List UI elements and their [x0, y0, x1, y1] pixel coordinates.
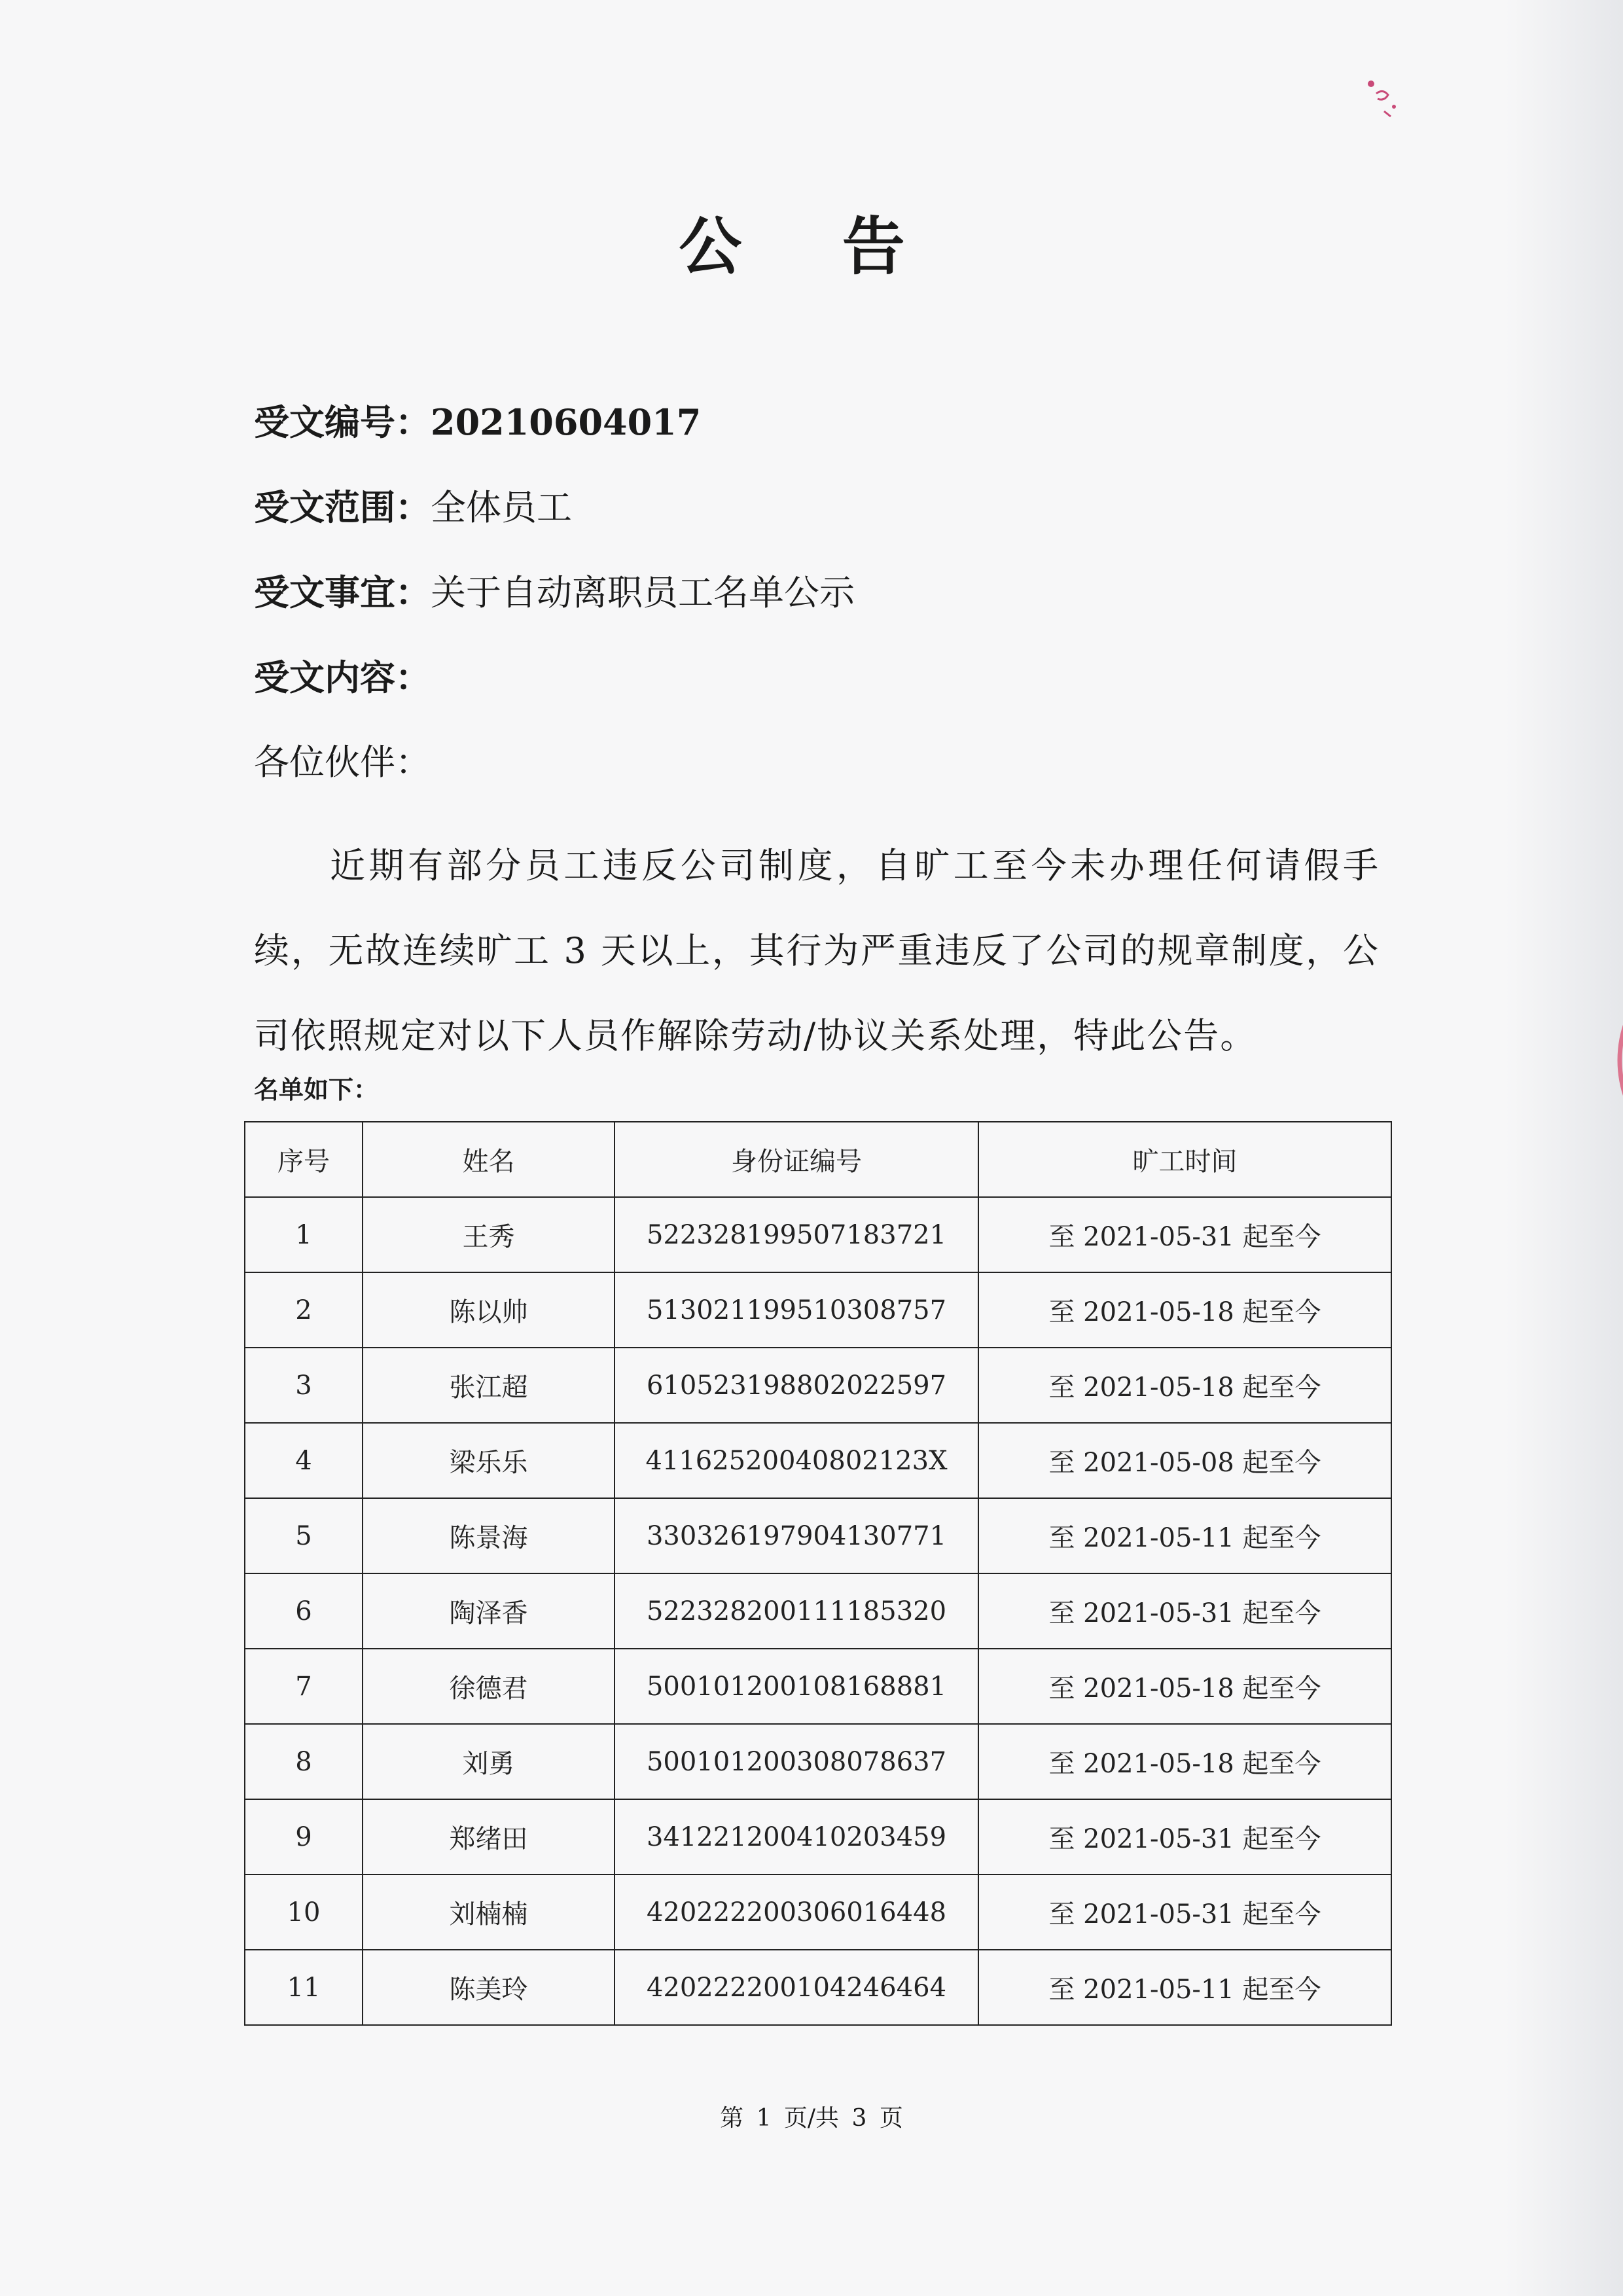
- scope-line: [254, 484, 572, 531]
- cell-seq: 4: [245, 1423, 363, 1498]
- cell-absence: 至 2021-05-18 起至今: [978, 1272, 1391, 1348]
- cell-id-number: 522328200111185320: [615, 1573, 978, 1649]
- scope-value: 全体员工: [431, 487, 572, 528]
- subject-line: [254, 569, 855, 616]
- cell-seq: 3: [245, 1348, 363, 1423]
- table-row: [245, 1498, 1391, 1573]
- cell-absence: 至 2021-05-31 起至今: [978, 1799, 1391, 1874]
- table-header-row: [245, 1122, 1391, 1197]
- company-seal-icon: [1564, 929, 1623, 1191]
- cell-id-number: 500101200308078637: [615, 1724, 978, 1799]
- cell-name: 陈景海: [363, 1498, 615, 1573]
- table-row: [245, 1573, 1391, 1649]
- cell-absence: 至 2021-05-31 起至今: [978, 1197, 1391, 1272]
- cell-absence: 至 2021-05-18 起至今: [978, 1348, 1391, 1423]
- table-row: [245, 1348, 1391, 1423]
- cell-seq: 10: [245, 1874, 363, 1950]
- cell-absence: 至 2021-05-11 起至今: [978, 1950, 1391, 2025]
- cell-id-number: 500101200108168881: [615, 1649, 978, 1724]
- doc-number-line: [254, 399, 701, 446]
- cell-name: 陈美玲: [363, 1950, 615, 2025]
- cell-id-number: 330326197904130771: [615, 1498, 978, 1573]
- table-row: [245, 1799, 1391, 1874]
- scope-label: 受文范围：: [254, 486, 431, 528]
- cell-seq: 11: [245, 1950, 363, 2025]
- doc-number: 20210604017: [431, 401, 702, 443]
- cell-absence: 至 2021-05-31 起至今: [978, 1874, 1391, 1950]
- notice-title: 公 告: [679, 209, 944, 283]
- notice-body: 近期有部分员工违反公司制度，自旷工至今未办理任何请假手续，无故连续旷工 3 天以上，其行为严重违反了公司的规章制度，公司依照规定对以下人员作解除劳动/协议关系处理，特此公告。: [254, 845, 1380, 1056]
- cell-id-number: 341221200410203459: [615, 1799, 978, 1874]
- header-absence: 旷工时间: [978, 1122, 1391, 1197]
- cell-name: 郑绪田: [363, 1799, 615, 1874]
- cell-seq: 9: [245, 1799, 363, 1874]
- dismissal-table: [244, 1121, 1392, 2026]
- doc-number-label: 受文编号：: [254, 401, 431, 443]
- table-row: [245, 1874, 1391, 1950]
- cell-seq: 1: [245, 1197, 363, 1272]
- cell-id-number: 420222200306016448: [615, 1874, 978, 1950]
- list-label: 名单如下：: [254, 1075, 379, 1104]
- header-name: 姓名: [363, 1122, 615, 1197]
- cell-absence: 至 2021-05-18 起至今: [978, 1724, 1391, 1799]
- cell-seq: 6: [245, 1573, 363, 1649]
- header-seq: 序号: [245, 1122, 363, 1197]
- cell-id-number: 610523198802022597: [615, 1348, 978, 1423]
- table-row: [245, 1197, 1391, 1272]
- cell-name: 王秀: [363, 1197, 615, 1272]
- cell-name: 陈以帅: [363, 1272, 615, 1348]
- cell-seq: 2: [245, 1272, 363, 1348]
- cell-id-number: 522328199507183721: [615, 1197, 978, 1272]
- page-footer: 第 1 页/共 3 页: [720, 2105, 903, 2132]
- cell-id-number: 41162520040802123X: [615, 1423, 978, 1498]
- cell-absence: 至 2021-05-08 起至今: [978, 1423, 1391, 1498]
- header-id-number: 身份证编号: [615, 1122, 978, 1197]
- stamp-fragment-icon: [1358, 71, 1410, 136]
- cell-absence: 至 2021-05-31 起至今: [978, 1573, 1391, 1649]
- table-row: [245, 1649, 1391, 1724]
- table-row: [245, 1724, 1391, 1799]
- cell-absence: 至 2021-05-11 起至今: [978, 1498, 1391, 1573]
- table-row: [245, 1950, 1391, 2025]
- cell-seq: 8: [245, 1724, 363, 1799]
- cell-seq: 5: [245, 1498, 363, 1573]
- table-row: [245, 1272, 1391, 1348]
- cell-absence: 至 2021-05-18 起至今: [978, 1649, 1391, 1724]
- cell-name: 刘勇: [363, 1724, 615, 1799]
- table-row: [245, 1423, 1391, 1498]
- cell-name: 张江超: [363, 1348, 615, 1423]
- subject-label: 受文事宜：: [254, 571, 431, 613]
- cell-id-number: 513021199510308757: [615, 1272, 978, 1348]
- subject-value: 关于自动离职员工名单公示: [431, 572, 855, 613]
- cell-name: 刘楠楠: [363, 1874, 615, 1950]
- content-label: 受文内容：: [254, 656, 431, 698]
- content-line: [254, 655, 431, 701]
- cell-name: 陶泽香: [363, 1573, 615, 1649]
- cell-name: 梁乐乐: [363, 1423, 615, 1498]
- cell-seq: 7: [245, 1649, 363, 1724]
- greeting: 各位伙伴：: [254, 742, 431, 783]
- cell-id-number: 420222200104246464: [615, 1950, 978, 2025]
- cell-name: 徐德君: [363, 1649, 615, 1724]
